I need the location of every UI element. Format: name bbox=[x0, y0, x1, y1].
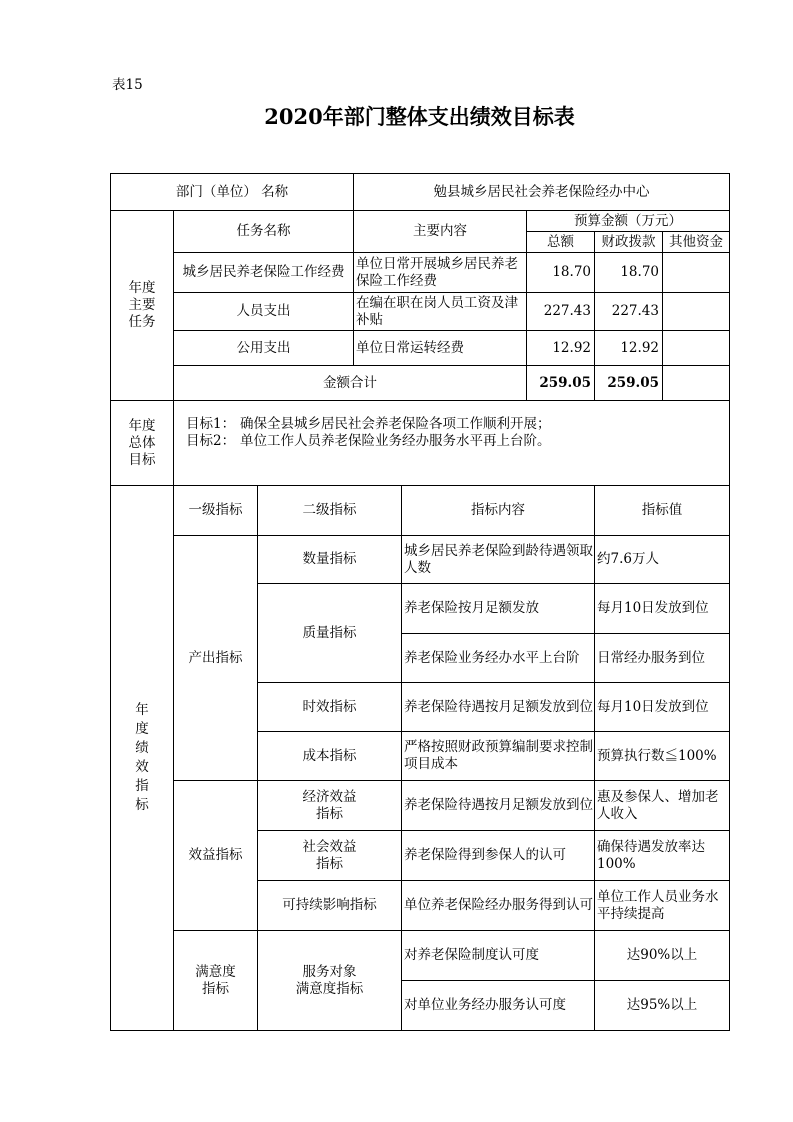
column-header-fiscal: 财政拨款 bbox=[594, 231, 662, 252]
column-header-total: 总额 bbox=[526, 231, 594, 252]
indicator-content: 养老保险待遇按月足额发放到位 bbox=[401, 780, 594, 830]
task-content: 在编在职在岗人员工资及津补贴 bbox=[353, 292, 526, 330]
performance-target-table bbox=[110, 173, 730, 1031]
level2-cost: 成本指标 bbox=[257, 731, 401, 780]
indicator-content: 养老保险业务经办水平上台阶 bbox=[401, 633, 594, 682]
indicator-value: 惠及参保人、增加老人收入 bbox=[594, 780, 729, 830]
section-label-annual-goals: 年度 总体 目标 bbox=[110, 400, 173, 485]
section-label-annual-tasks: 年度 主要 任务 bbox=[110, 210, 173, 400]
level2-social-benefit: 社会效益 指标 bbox=[257, 830, 401, 880]
indicator-value: 确保待遇发放率达100% bbox=[594, 830, 729, 880]
indicator-value: 日常经办服务到位 bbox=[594, 633, 729, 682]
department-name: 勉县城乡居民社会养老保险经办中心 bbox=[353, 173, 729, 210]
indicator-value: 每月10日发放到位 bbox=[594, 682, 729, 731]
task-total: 12.92 bbox=[526, 330, 594, 365]
task-fiscal: 227.43 bbox=[594, 292, 662, 330]
indicator-value: 每月10日发放到位 bbox=[594, 583, 729, 633]
table-number: 表15 bbox=[112, 77, 143, 93]
task-other bbox=[662, 252, 729, 292]
indicator-content: 严格按照财政预算编制要求控制项目成本 bbox=[401, 731, 594, 780]
indicator-content: 养老保险得到参保人的认可 bbox=[401, 830, 594, 880]
goal-label: 目标2： bbox=[186, 433, 236, 449]
task-name: 人员支出 bbox=[173, 292, 353, 330]
task-total: 227.43 bbox=[526, 292, 594, 330]
indicator-content: 养老保险按月足额发放 bbox=[401, 583, 594, 633]
column-header-task-name: 任务名称 bbox=[173, 210, 353, 252]
indicator-content: 养老保险待遇按月足额发放到位 bbox=[401, 682, 594, 731]
column-header-budget: 预算金额（万元） bbox=[526, 210, 729, 231]
task-name: 公用支出 bbox=[173, 330, 353, 365]
level2-quality: 质量指标 bbox=[257, 583, 401, 682]
indicator-value: 单位工作人员业务水平持续提高 bbox=[594, 880, 729, 930]
goals-content bbox=[173, 400, 729, 485]
column-header-indicator-content: 指标内容 bbox=[401, 485, 594, 535]
indicator-content: 城乡居民养老保险到龄待遇领取人数 bbox=[401, 535, 594, 583]
level1-satisfaction: 满意度 指标 bbox=[173, 930, 257, 1030]
level2-economic-benefit: 经济效益 指标 bbox=[257, 780, 401, 830]
level1-benefit: 效益指标 bbox=[173, 780, 257, 930]
task-total: 18.70 bbox=[526, 252, 594, 292]
level2-timeliness: 时效指标 bbox=[257, 682, 401, 731]
indicator-content: 对单位业务经办服务认可度 bbox=[401, 980, 594, 1030]
sum-label: 金额合计 bbox=[173, 365, 526, 400]
goal-text: 确保全县城乡居民社会养老保险各项工作顺利开展； bbox=[240, 416, 551, 432]
indicator-value: 预算执行数≦100% bbox=[594, 731, 729, 780]
level1-output: 产出指标 bbox=[173, 535, 257, 780]
goal-label: 目标1： bbox=[186, 416, 236, 432]
sum-total: 259.05 bbox=[526, 365, 594, 400]
department-label: 部门（单位） 名称 bbox=[110, 173, 353, 210]
task-content: 单位日常运转经费 bbox=[353, 330, 526, 365]
page-title: 2020年部门整体支出绩效目标表 bbox=[264, 104, 575, 129]
task-fiscal: 18.70 bbox=[594, 252, 662, 292]
column-header-level2: 二级指标 bbox=[257, 485, 401, 535]
column-header-level1: 一级指标 bbox=[173, 485, 257, 535]
task-fiscal: 12.92 bbox=[594, 330, 662, 365]
level2-sustainable-impact: 可持续影响指标 bbox=[257, 880, 401, 930]
task-content: 单位日常开展城乡居民养老保险工作经费 bbox=[353, 252, 526, 292]
task-other bbox=[662, 330, 729, 365]
task-other bbox=[662, 292, 729, 330]
column-header-indicator-value: 指标值 bbox=[594, 485, 729, 535]
goal-item bbox=[186, 433, 729, 450]
section-label-performance-indicators: 年 度 绩 效 指 标 bbox=[110, 485, 173, 1030]
level2-quantity: 数量指标 bbox=[257, 535, 401, 583]
sum-fiscal: 259.05 bbox=[594, 365, 662, 400]
level2-service-recipient-satisfaction: 服务对象 满意度指标 bbox=[257, 930, 401, 1030]
indicator-value: 约7.6万人 bbox=[594, 535, 729, 583]
indicator-value: 达90%以上 bbox=[594, 930, 729, 980]
indicator-value: 达95%以上 bbox=[594, 980, 729, 1030]
column-header-main-content: 主要内容 bbox=[353, 210, 526, 252]
task-name: 城乡居民养老保险工作经费 bbox=[173, 252, 353, 292]
goal-text: 单位工作人员养老保险业务经办服务水平再上台阶。 bbox=[240, 433, 551, 449]
indicator-content: 对养老保险制度认可度 bbox=[401, 930, 594, 980]
sum-other bbox=[662, 365, 729, 400]
column-header-other: 其他资金 bbox=[662, 231, 729, 252]
goal-item bbox=[186, 416, 729, 433]
indicator-content: 单位养老保险经办服务得到认可 bbox=[401, 880, 594, 930]
